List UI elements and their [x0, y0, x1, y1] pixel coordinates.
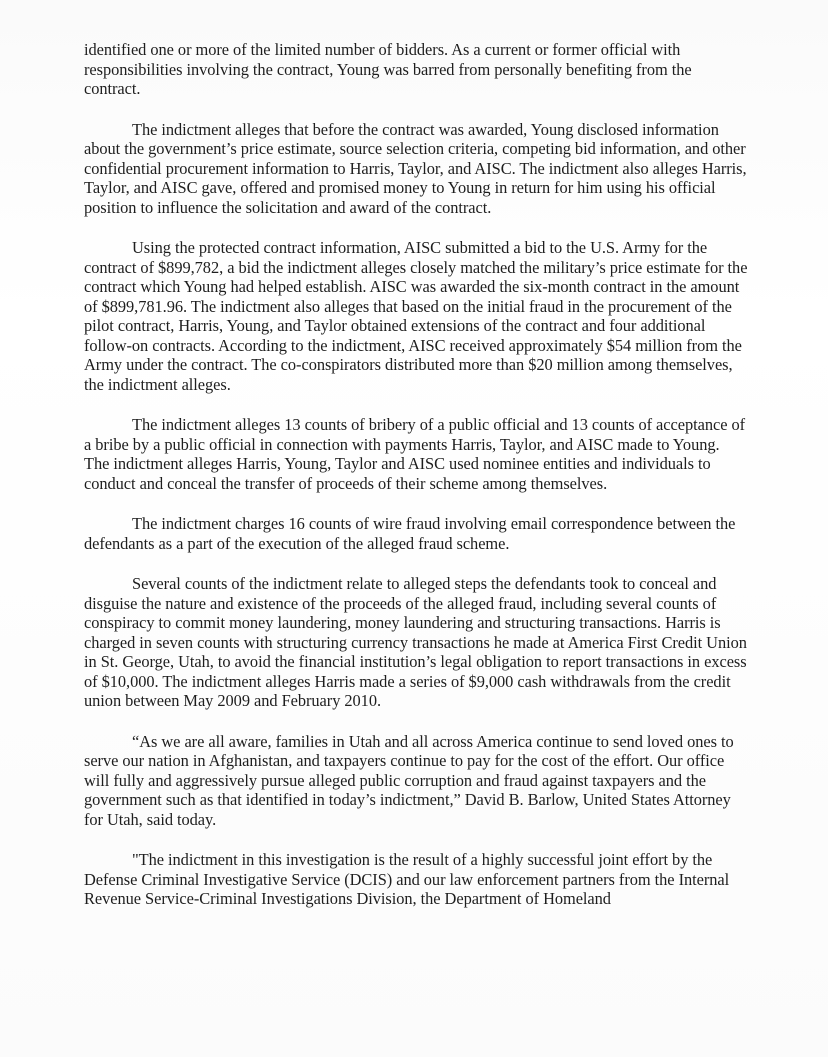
- paragraph-barlow-quote: “As we are all aware, families in Utah and all across America continue to send loved ones to serve our nation in Afghanistan, and taxpayers continue to pay for the cost of the effort. Our office will fully and aggressively pursue alleged public corruption and fraud against taxpayers and the government such as that identified in today’s indictment,” David B. Barlow, United States Attorney for Utah, said today.: [84, 731, 734, 829]
- paragraph-contract-bid: Using the protected contract information, AISC submitted a bid to the U.S. Army for the contract of $899,782, a bid the indictment alleges closely matched the military’s price estimate for the contract which Young had helped establish. AISC was awarded the six-month contract in the amount of $899,781.96. The indictment also alleges that based on the initial fraud in the procurement of the pilot contract, Harris, Young, and Taylor obtained extensions of the contract and four additional follow-on contracts. According to the indictment, AISC received approximately $54 million from the Army under the contract. The co-conspirators distributed more than $20 million among themselves, the indictment alleges.: [84, 238, 748, 394]
- paragraph-disclosure: The indictment alleges that before the contract was awarded, Young disclosed information about the government’s price estimate, source selection criteria, competing bid information, and other confidential procurement information to Harris, Taylor, and AISC. The indictment also alleges Harris, Taylor, and AISC gave, offered and promised money to Young in return for him using his official position to influence the solicitation and award of the contract.: [84, 119, 747, 217]
- paragraph-bidders: identified one or more of the limited number of bidders. As a current or former official with responsibilities involving the contract, Young was barred from personally benefiting from the contract.: [84, 40, 692, 98]
- paragraph-wire-fraud: The indictment charges 16 counts of wire fraud involving email correspondence between the defendants as a part of the execution of the alleged fraud scheme.: [84, 514, 736, 553]
- paragraph-money-laundering: Several counts of the indictment relate to alleged steps the defendants took to conceal and disguise the nature and existence of the proceeds of the alleged fraud, including several counts of conspiracy to commit money laundering, money laundering and structuring transactions. Harris is charged in seven counts with structuring currency transactions he made at America First Credit Union in St. George, Utah, to avoid the financial institution’s legal obligation to report transactions in excess of $10,000. The indictment alleges Harris made a series of $9,000 cash withdrawals from the credit union between May 2009 and February 2010.: [84, 574, 747, 710]
- paragraph-bribery-counts: The indictment alleges 13 counts of bribery of a public official and 13 counts of acceptance of a bribe by a public official in connection with payments Harris, Taylor, and AISC made to Young. The indictment alleges Harris, Young, Taylor and AISC used nominee entities and individuals to conduct and conceal the transfer of proceeds of their scheme among themselves.: [84, 415, 746, 493]
- paragraph-joint-effort: "The indictment in this investigation is the result of a highly successful joint effort by the Defense Criminal Investigative Service (DCIS) and our law enforcement partners from the Internal Revenue Service-Criminal Investigations Division, the Department of Homeland: [84, 850, 730, 908]
